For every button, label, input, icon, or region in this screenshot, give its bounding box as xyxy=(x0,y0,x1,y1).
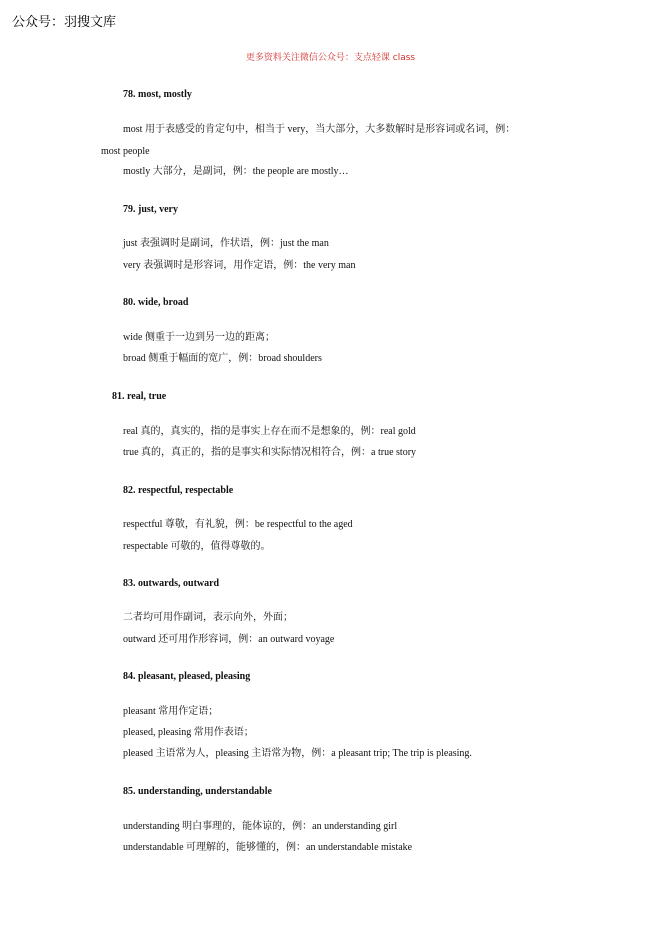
section-heading-78: 78. most, mostly xyxy=(123,89,192,100)
entry-line: 二者均可用作副词，表示向外，外面； xyxy=(123,612,293,623)
entry-line: pleased 主语常为人，pleasing 主语常为物，例：a pleasant trip; The trip is pleasing. xyxy=(123,748,472,759)
section-heading-80: 80. wide, broad xyxy=(123,297,189,308)
entry-line: broad 侧重于幅面的宽广，例：broad shoulders xyxy=(123,353,322,364)
entry-line: true 真的，真正的，指的是事实和实际情况相符合，例：a true story xyxy=(123,447,417,458)
entry-line: outward 还可用作形容词，例：an outward voyage xyxy=(123,634,335,645)
entry-line: pleased, pleasing 常用作表语； xyxy=(123,727,254,738)
section-heading-85: 85. understanding, understandable xyxy=(123,786,272,797)
entry-line: real 真的，真实的，指的是事实上存在而不是想象的，例：real gold xyxy=(123,426,416,437)
entry-line: mostly 大部分，是副词，例：the people are mostly… xyxy=(123,166,349,177)
section-heading-79: 79. just, very xyxy=(123,204,178,215)
entry-line: respectable 可敬的，值得尊敬的。 xyxy=(123,541,271,552)
section-heading-81: 81. real, true xyxy=(112,391,167,402)
page-header-source: 公众号：羽搜文库 xyxy=(12,15,117,30)
entry-line: respectful 尊敬，有礼貌，例：be respectful to the aged xyxy=(123,519,353,530)
promo-banner: 更多资料关注微信公众号：支点轻课 class xyxy=(245,53,416,63)
entry-line: most people xyxy=(101,146,150,157)
section-heading-82: 82. respectful, respectable xyxy=(123,485,234,496)
section-heading-84: 84. pleasant, pleased, pleasing xyxy=(123,671,251,682)
entry-line: pleasant 常用作定语； xyxy=(123,706,219,717)
entry-line: very 表强调时是形容词，用作定语，例：the very man xyxy=(123,260,356,271)
entry-line: wide 侧重于一边到另一边的距离； xyxy=(123,332,275,343)
entry-line: understandable 可理解的，能够懂的，例：an understandable mistake xyxy=(123,842,413,853)
entry-line: most 用于表感受的肯定句中，相当于 very，当大部分，大多数解时是形容词或名词，例： xyxy=(123,124,516,135)
entry-line: just 表强调时是副词，作状语，例：just the man xyxy=(123,238,329,249)
entry-line: understanding 明白事理的，能体谅的，例：an understanding girl xyxy=(123,821,398,832)
section-heading-83: 83. outwards, outward xyxy=(123,578,220,589)
